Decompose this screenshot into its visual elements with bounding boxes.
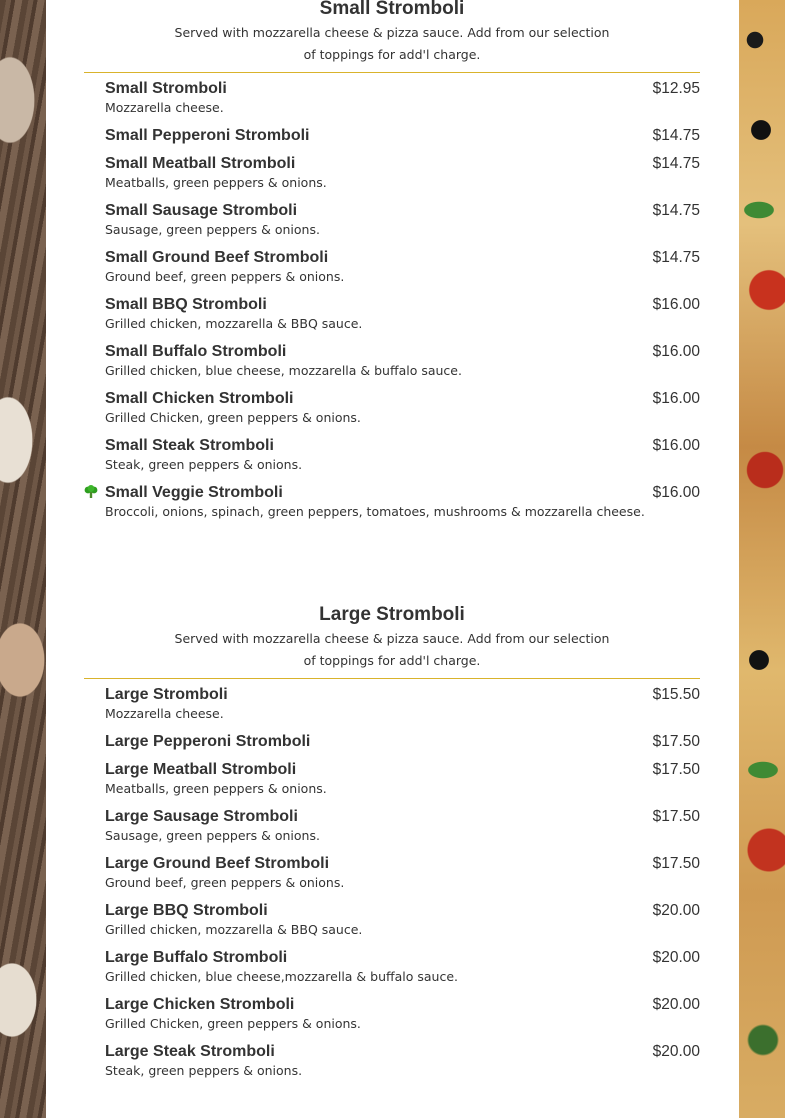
item-name: Large BBQ Stromboli: [105, 902, 268, 919]
item-name: Small Ground Beef Stromboli: [105, 249, 329, 266]
menu-item[interactable]: [84, 433, 700, 480]
menu-item[interactable]: [84, 151, 700, 198]
item-price: $17.50: [652, 808, 700, 825]
item-description: Meatballs, green peppers & onions.: [105, 781, 327, 796]
item-name: Large Ground Beef Stromboli: [105, 855, 330, 872]
item-name: Small Chicken Stromboli: [105, 390, 294, 407]
menu-item[interactable]: [84, 339, 700, 386]
menu-item[interactable]: [84, 898, 700, 945]
item-description: Sausage, green peppers & onions.: [105, 828, 320, 843]
left-background-image: [0, 0, 46, 1118]
item-description: Steak, green peppers & onions.: [105, 1063, 303, 1078]
menu-item[interactable]: [84, 757, 700, 804]
menu-item[interactable]: [84, 198, 700, 245]
item-price: $20.00: [652, 949, 700, 966]
item-name: Small Steak Stromboli: [105, 437, 274, 454]
item-description: Meatballs, green peppers & onions.: [105, 175, 327, 190]
menu-item[interactable]: [84, 682, 700, 729]
item-name: Large Pepperoni Stromboli: [105, 733, 311, 750]
item-price: $20.00: [652, 996, 700, 1013]
item-name: Large Steak Stromboli: [105, 1043, 275, 1060]
item-name: Small Meatball Stromboli: [105, 155, 296, 172]
item-description: Sausage, green peppers & onions.: [105, 222, 320, 237]
menu-item[interactable]: [84, 729, 700, 757]
menu-item-list: [84, 682, 700, 1086]
menu-item[interactable]: [84, 851, 700, 898]
menu-content: [46, 0, 739, 1118]
item-description: Ground beef, green peppers & onions.: [105, 875, 345, 890]
item-price: $16.00: [652, 390, 700, 407]
item-price: $12.95: [652, 80, 700, 97]
section-divider: [84, 678, 700, 679]
section-description: Served with mozzarella cheese & pizza sauce. Add from our selection of toppings for add'l charge.: [174, 25, 610, 62]
item-name: Large Buffalo Stromboli: [105, 949, 288, 966]
item-price: $16.00: [652, 343, 700, 360]
section-description: Served with mozzarella cheese & pizza sauce. Add from our selection of toppings for add'l charge.: [174, 631, 610, 668]
broccoli-icon: [84, 485, 98, 499]
item-price: $17.50: [652, 761, 700, 778]
item-name: Small Stromboli: [105, 80, 227, 97]
section-title: Small Stromboli: [319, 0, 465, 19]
menu-item[interactable]: [84, 76, 700, 123]
item-price: $16.00: [652, 484, 700, 501]
item-price: $14.75: [652, 202, 700, 219]
item-name: Small Pepperoni Stromboli: [105, 127, 310, 144]
section-title: Large Stromboli: [319, 604, 465, 625]
item-price: $17.50: [652, 855, 700, 872]
item-name: Large Stromboli: [105, 686, 228, 703]
right-background-image: [739, 0, 785, 1118]
item-price: $14.75: [652, 155, 700, 172]
item-price: $16.00: [652, 437, 700, 454]
section-small-stromboli: [84, 0, 700, 527]
item-description: Mozzarella cheese.: [105, 706, 224, 721]
item-description: Mozzarella cheese.: [105, 100, 224, 115]
item-name: Large Chicken Stromboli: [105, 996, 295, 1013]
item-name: Small Sausage Stromboli: [105, 202, 298, 219]
item-name: Small Buffalo Stromboli: [105, 343, 287, 360]
menu-item[interactable]: [84, 1039, 700, 1086]
menu-item[interactable]: [84, 123, 700, 151]
item-name: Large Sausage Stromboli: [105, 808, 298, 825]
section-large-stromboli: [84, 604, 700, 1086]
item-name: Small BBQ Stromboli: [105, 296, 267, 313]
menu-item[interactable]: [84, 386, 700, 433]
item-price: $20.00: [652, 1043, 700, 1060]
menu-item[interactable]: [84, 992, 700, 1039]
menu-item[interactable]: [84, 945, 700, 992]
menu-item-list: [84, 76, 700, 527]
section-divider: [84, 72, 700, 73]
item-description: Grilled chicken, blue cheese,mozzarella & buffalo sauce.: [105, 969, 458, 984]
item-price: $14.75: [652, 249, 700, 266]
item-price: $15.50: [652, 686, 700, 703]
item-name: Large Meatball Stromboli: [105, 761, 297, 778]
item-price: $17.50: [652, 733, 700, 750]
menu-item[interactable]: [84, 245, 700, 292]
menu-item[interactable]: [84, 804, 700, 851]
item-description: Grilled chicken, mozzarella & BBQ sauce.: [105, 922, 363, 937]
item-description: Grilled chicken, mozzarella & BBQ sauce.: [105, 316, 363, 331]
item-price: $20.00: [652, 902, 700, 919]
menu-item[interactable]: [84, 292, 700, 339]
item-description: Grilled chicken, blue cheese, mozzarella & buffalo sauce.: [105, 363, 462, 378]
item-price: $14.75: [652, 127, 700, 144]
item-name: Small Veggie Stromboli: [105, 484, 283, 501]
menu-item[interactable]: [84, 480, 700, 527]
item-price: $16.00: [652, 296, 700, 313]
item-description: Steak, green peppers & onions.: [105, 457, 303, 472]
item-description: Broccoli, onions, spinach, green peppers, tomatoes, mushrooms & mozzarella cheese.: [105, 504, 645, 519]
item-description: Ground beef, green peppers & onions.: [105, 269, 345, 284]
item-description: Grilled Chicken, green peppers & onions.: [105, 410, 361, 425]
item-description: Grilled Chicken, green peppers & onions.: [105, 1016, 361, 1031]
